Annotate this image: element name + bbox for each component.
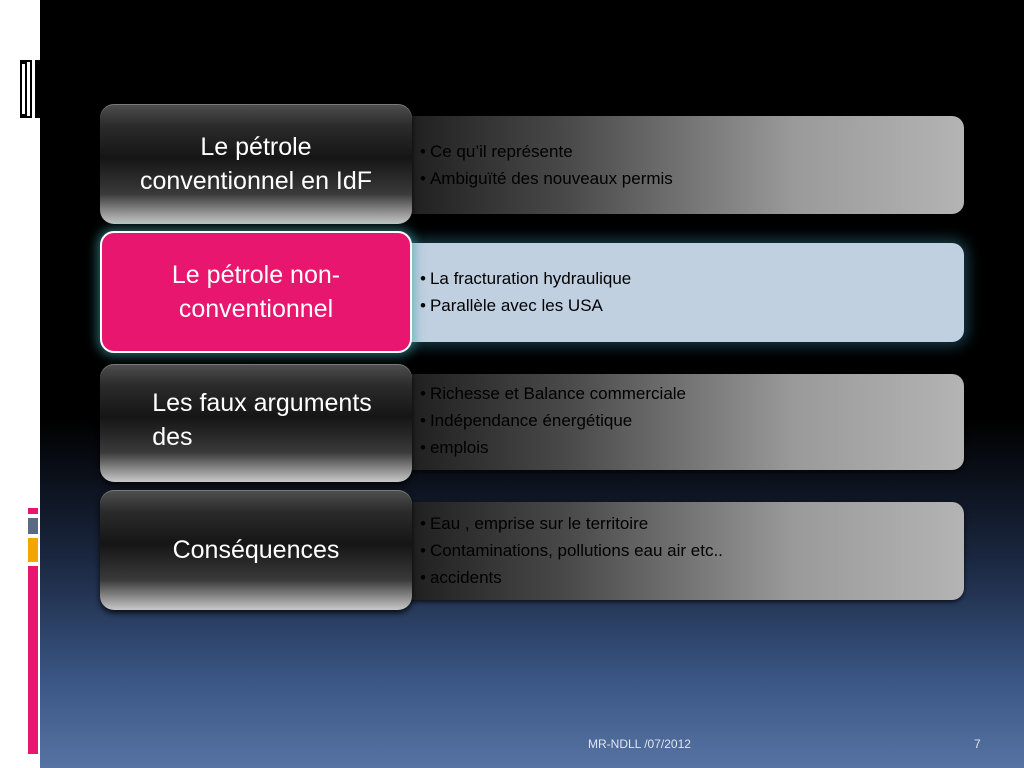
bullet-item: • Richesse et Balance commerciale [420,380,686,407]
bullet-item: • La fracturation hydraulique [420,265,631,292]
bullet-item: • emplois [420,434,686,461]
bullet-item: • Ce qu’il représente [420,138,673,165]
footer-author-date: MR-NDLL /07/2012 [588,737,691,751]
deco-bar-orange [28,538,38,562]
row-body-panel [400,502,964,600]
row-title: Le pétrole conventionnel en IdF [139,133,373,195]
row-header [100,364,412,482]
footer-page-number: 7 [974,737,981,751]
deco-bar-slate [28,518,38,534]
bullet-list [420,138,673,192]
bullet-list [420,510,723,591]
bullet-item: • Ambiguïté des nouveaux permis [420,165,673,192]
row-title: Le pétrole non- conventionnel [171,261,341,323]
row-body-panel [400,116,964,214]
row-unconventional-oil [100,231,966,353]
row-header [100,104,412,224]
deco-bar-pink-top [28,508,38,514]
row-body-panel [400,243,964,342]
bullet-item: • Parallèle avec les USA [420,292,631,319]
deco-bar-pink [28,566,38,754]
row-header [100,490,412,610]
stacked-pages-icon [0,58,40,120]
row-title: Les faux arguments des [152,389,372,451]
bullet-item: • Contaminations, pollutions eau air etc.. [420,537,723,564]
row-body-panel [400,374,964,470]
row-conventional-oil [100,104,966,224]
bullet-item: • Indépendance énergétique [420,407,686,434]
row-header [100,231,412,353]
row-false-arguments [100,364,966,482]
row-title: Conséquences [172,536,340,564]
bullet-item: • accidents [420,564,723,591]
bullet-item: • Eau , emprise sur le territoire [420,510,723,537]
bullet-list [420,265,631,319]
bullet-list [420,380,686,461]
row-consequences [100,490,966,610]
